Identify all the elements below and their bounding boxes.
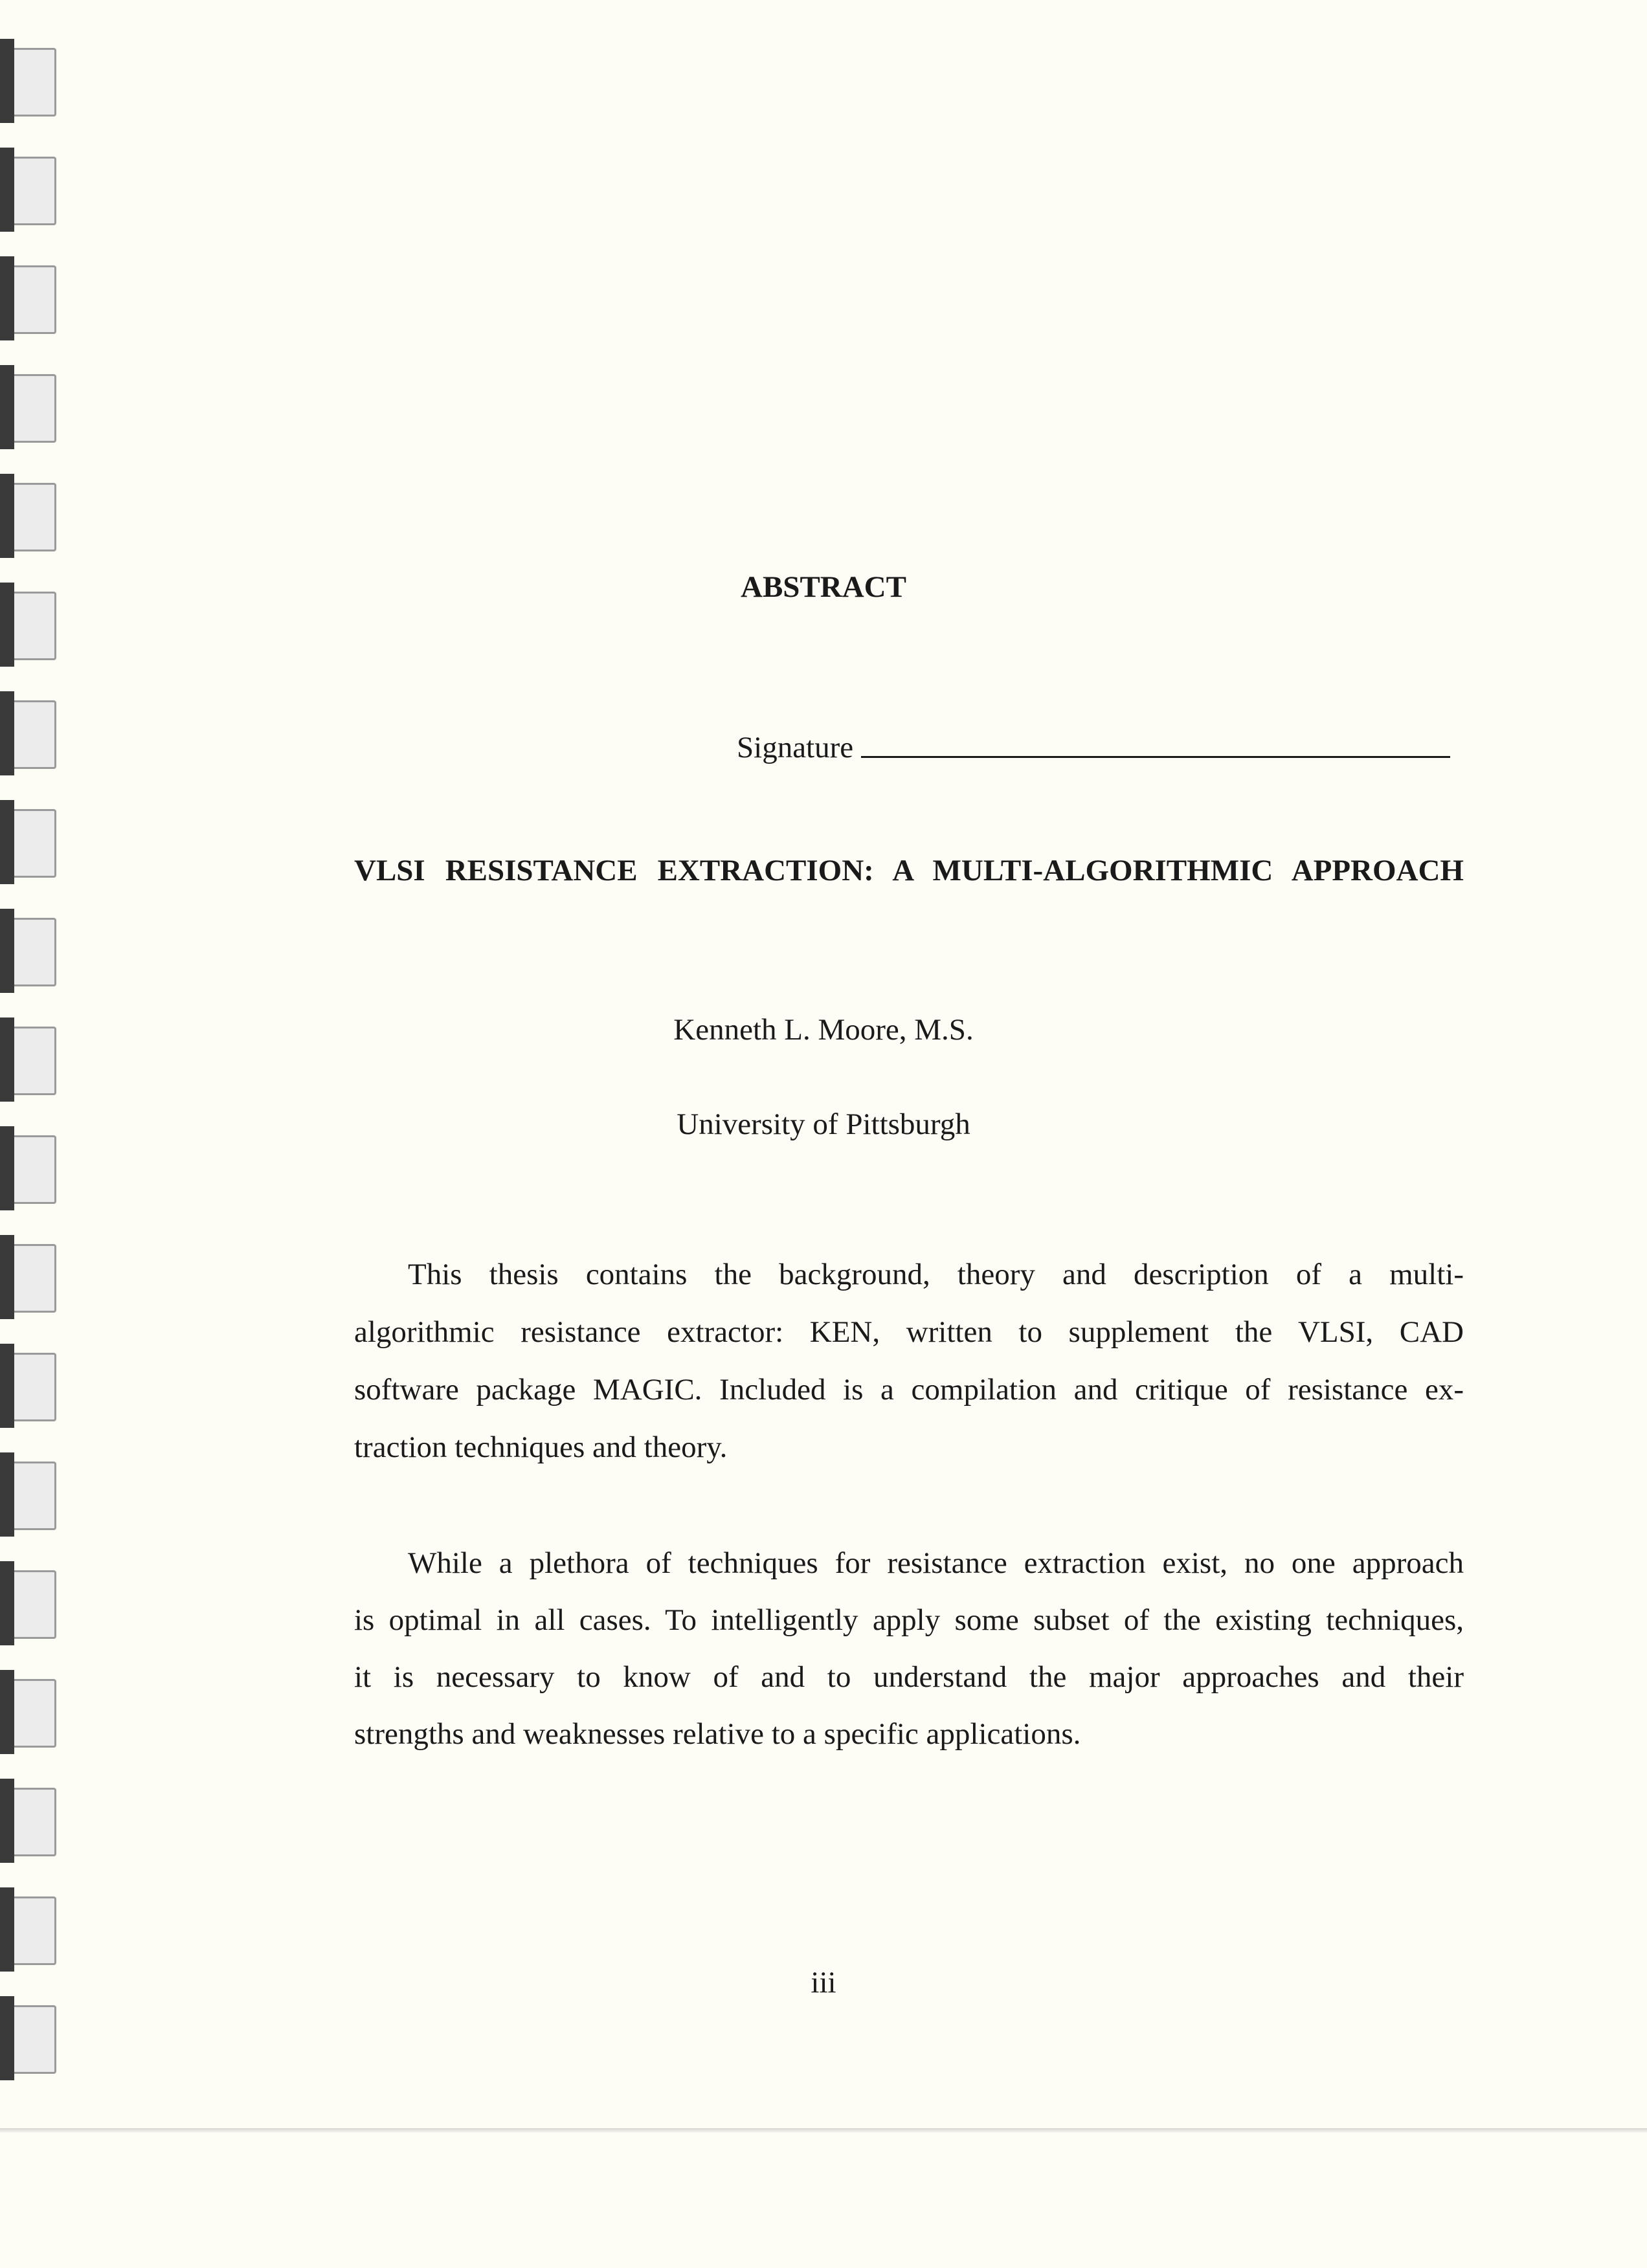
text-line: software package MAGIC. Included is a compilation and critique of resistance ex- [354,1373,1464,1406]
binding-ring [0,1779,62,1863]
binding-ring [0,474,62,558]
binding-ring [0,1235,62,1319]
binding-ring [0,148,62,232]
binding-ring [0,365,62,449]
binding-ring [0,39,62,123]
binding-ring [0,1561,62,1645]
author-name: Kenneth L. Moore, M.S. [673,1013,974,1047]
signature-line [861,756,1450,758]
institution: University of Pittsburgh [677,1107,970,1141]
abstract-heading: ABSTRACT [741,570,906,604]
text-line: strengths and weaknesses relative to a specific applications. [354,1717,1081,1751]
binding-ring [0,691,62,775]
binding-ring [0,1344,62,1428]
binding-ring [0,1452,62,1537]
page-edge-shadow [0,2128,1647,2133]
spiral-binding [0,0,78,2201]
signature-label: Signature [737,731,854,764]
text-line: While a plethora of techniques for resistance extraction exist, no one approach [408,1546,1464,1580]
binding-ring [0,909,62,993]
page-number: iii [811,1966,836,1999]
text-line: is optimal in all cases. To intelligently apply some subset of the existing techniques, [354,1603,1464,1637]
text-line: This thesis contains the background, theory and description of a multi- [408,1258,1464,1291]
binding-ring [0,1887,62,1972]
binding-ring [0,256,62,340]
binding-ring [0,1670,62,1754]
text-line: it is necessary to know of and to understand the major approaches and their [354,1660,1464,1694]
binding-ring [0,1996,62,2080]
binding-ring [0,800,62,884]
text-line: traction techniques and theory. [354,1430,728,1464]
thesis-title: VLSI RESISTANCE EXTRACTION: A MULTI-ALGORITHMIC APPROACH [354,854,1464,887]
text-line: algorithmic resistance extractor: KEN, written to supplement the VLSI, CAD [354,1315,1464,1349]
